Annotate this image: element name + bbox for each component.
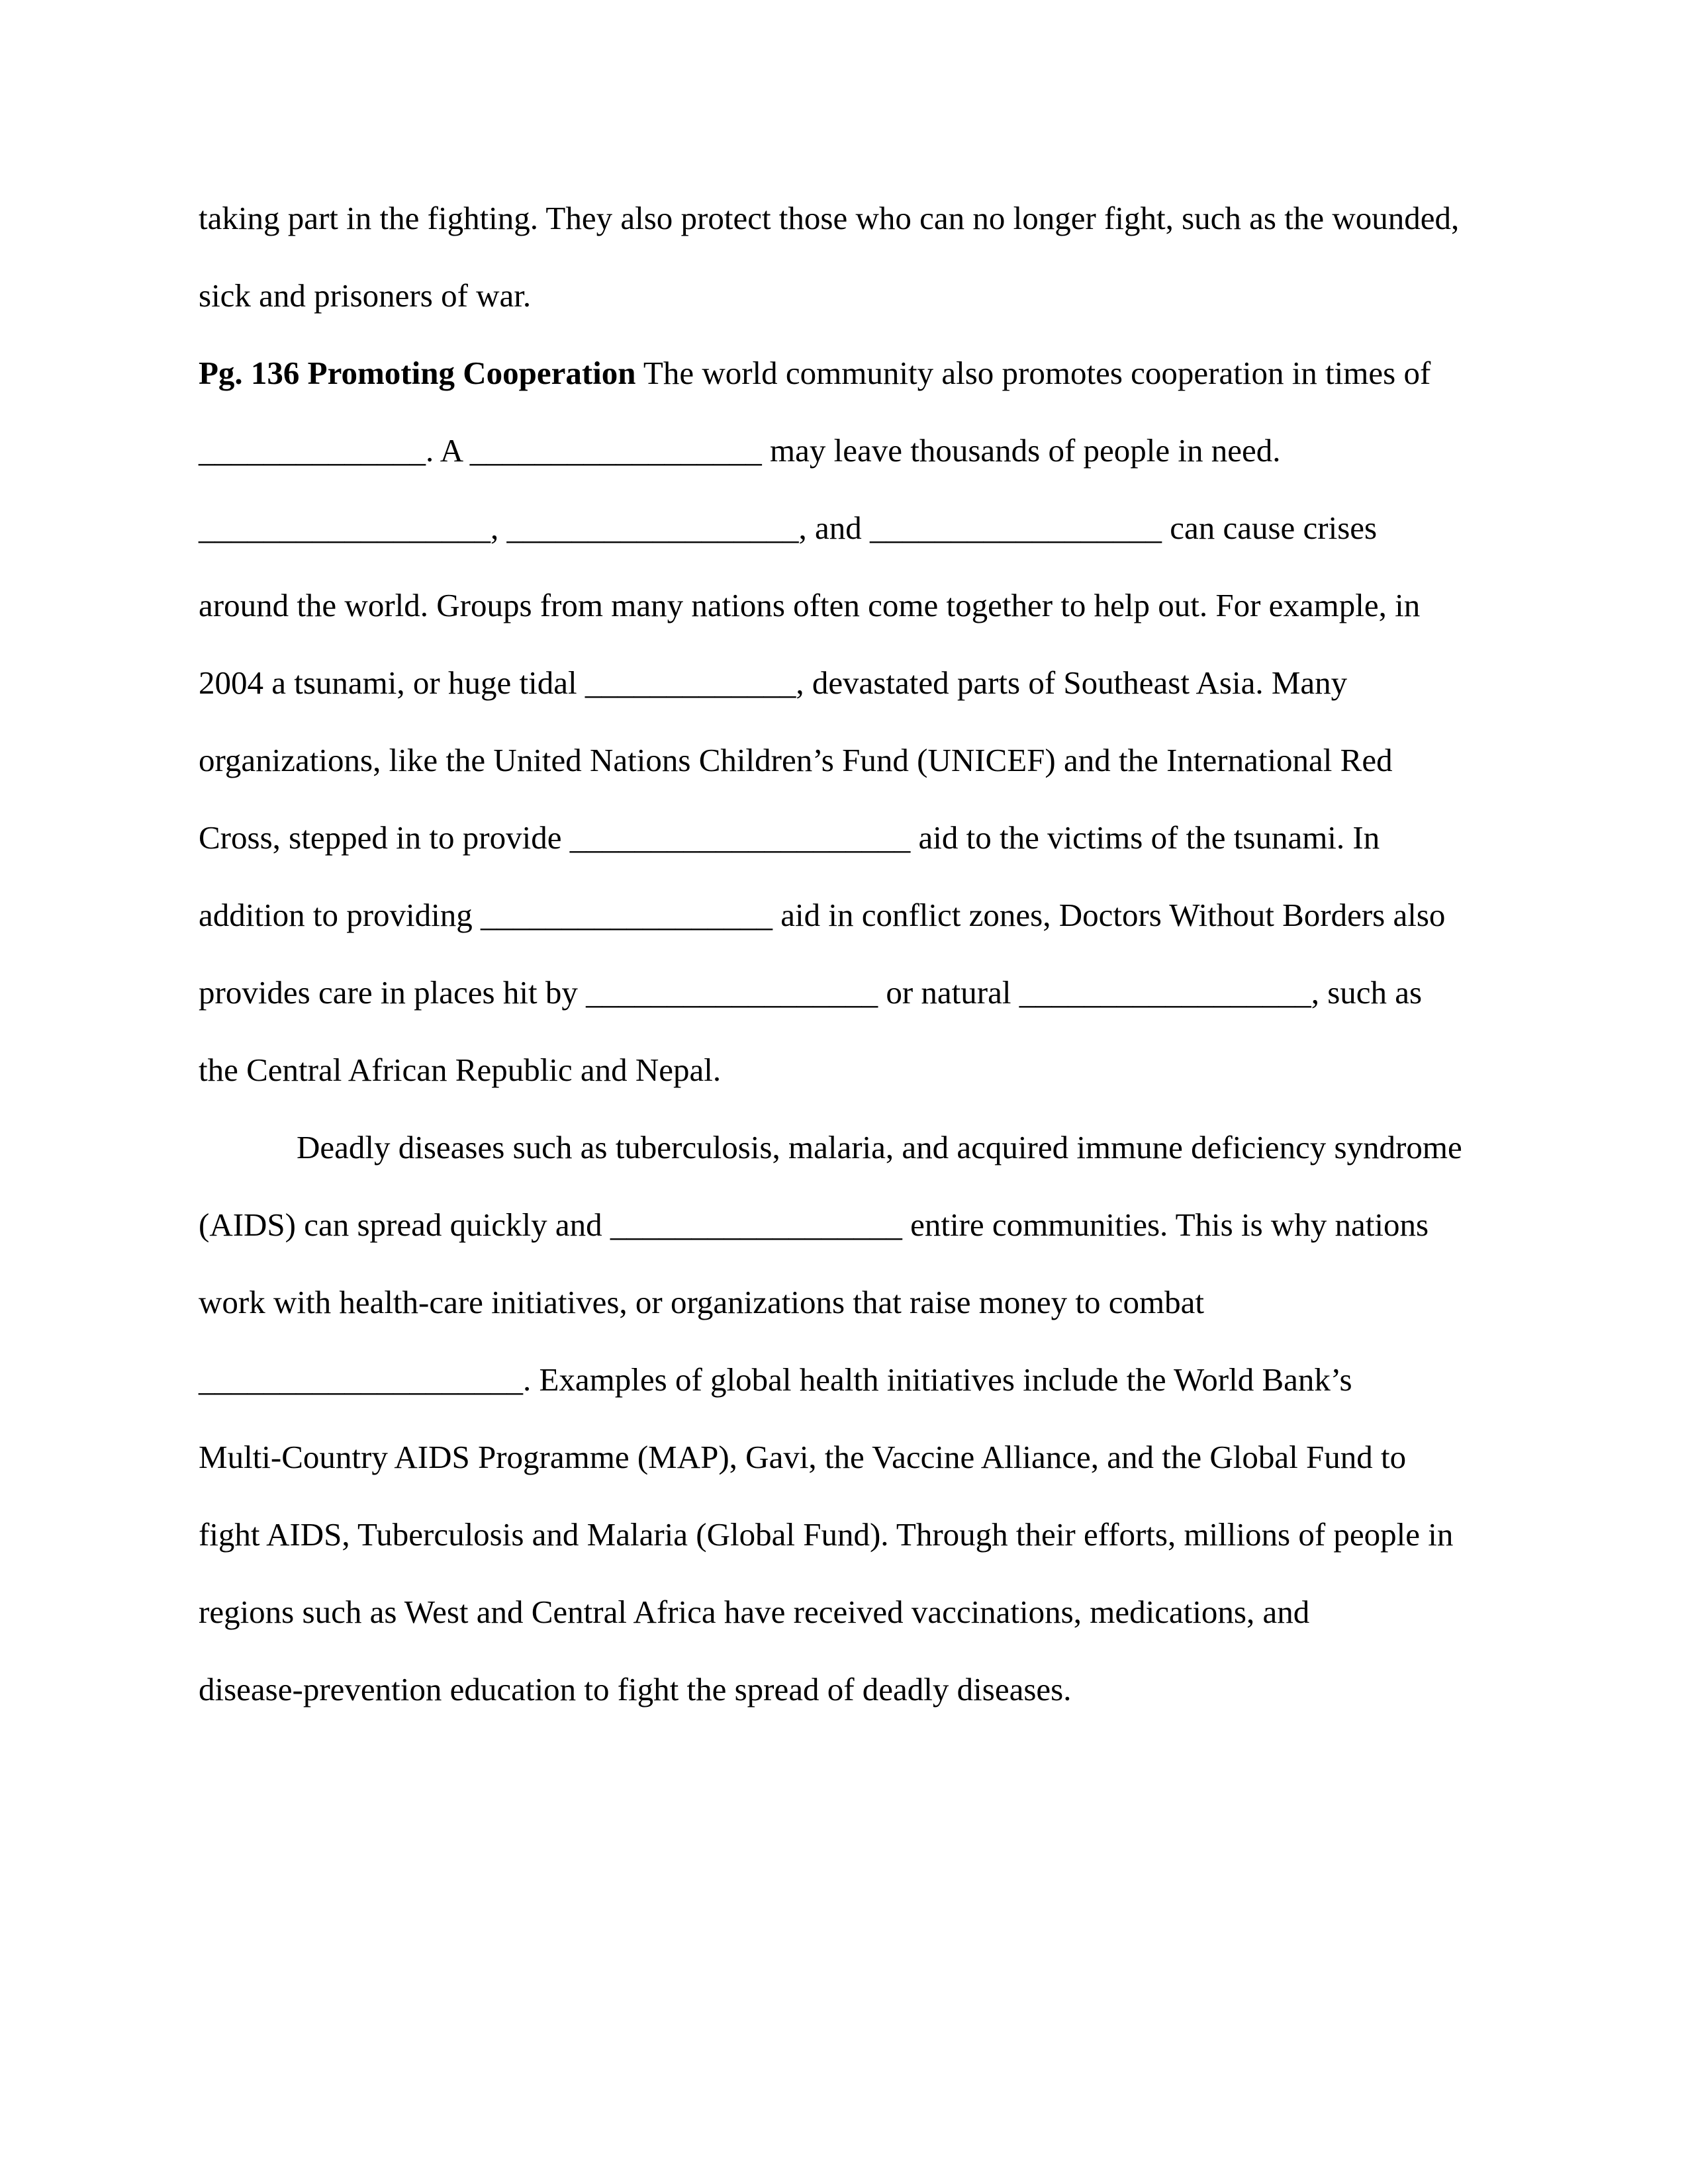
section-line [199,347,1430,400]
text-line-12: the Central African Republic and Nepal. [199,1052,722,1088]
text-line-10: addition to providing __________________ aid in conflict zones, Doctors Without Borders also [199,897,1446,933]
text-line-4: ______________. A __________________ may leave thousands of people in need. [199,432,1281,469]
text-line-6: around the world. Groups from many nations often come together to help out. For example, in [199,587,1421,623]
section-heading: Pg. 136 Promoting Cooperation [199,355,636,391]
paragraph-2-line-4: ____________________. Examples of global health initiatives include the World Bank’s [199,1361,1352,1398]
paragraph-2-line-3: work with health-care initiatives, or organizations that raise money to combat [199,1284,1204,1320]
section-text: The world community also promotes cooperation in times of [635,355,1431,391]
text-line-11: provides care in places hit by __________________ or natural __________________, such as [199,974,1423,1011]
text-line-8: organizations, like the United Nations Children’s Fund (UNICEF) and the International Red [199,742,1393,778]
text-line-2: sick and prisoners of war. [199,277,532,314]
paragraph-2-line-5: Multi-Country AIDS Programme (MAP), Gavi, the Vaccine Alliance, and the Global Fund to [199,1439,1407,1475]
text-line-9: Cross, stepped in to provide _____________________ aid to the victims of the tsunami. In [199,819,1380,856]
paragraph-2-line-2: (AIDS) can spread quickly and __________________ entire communities. This is why nations [199,1206,1429,1243]
paragraph-2-line-6: fight AIDS, Tuberculosis and Malaria (Global Fund). Through their efforts, millions of people in [199,1516,1454,1553]
paragraph-2-line-8: disease-prevention education to fight the spread of deadly diseases. [199,1671,1072,1707]
text-line-5: __________________, __________________, and __________________ can cause crises [199,510,1378,546]
text-line-1: taking part in the fighting. They also protect those who can no longer fight, such as the wounded, [199,200,1460,236]
text-line-7: 2004 a tsunami, or huge tidal _____________, devastated parts of Southeast Asia. Many [199,664,1348,701]
paragraph-2-line-7: regions such as West and Central Africa have received vaccinations, medications, and [199,1594,1310,1630]
paragraph-2-line-1: Deadly diseases such as tuberculosis, malaria, and acquired immune deficiency syndrome [297,1129,1462,1165]
